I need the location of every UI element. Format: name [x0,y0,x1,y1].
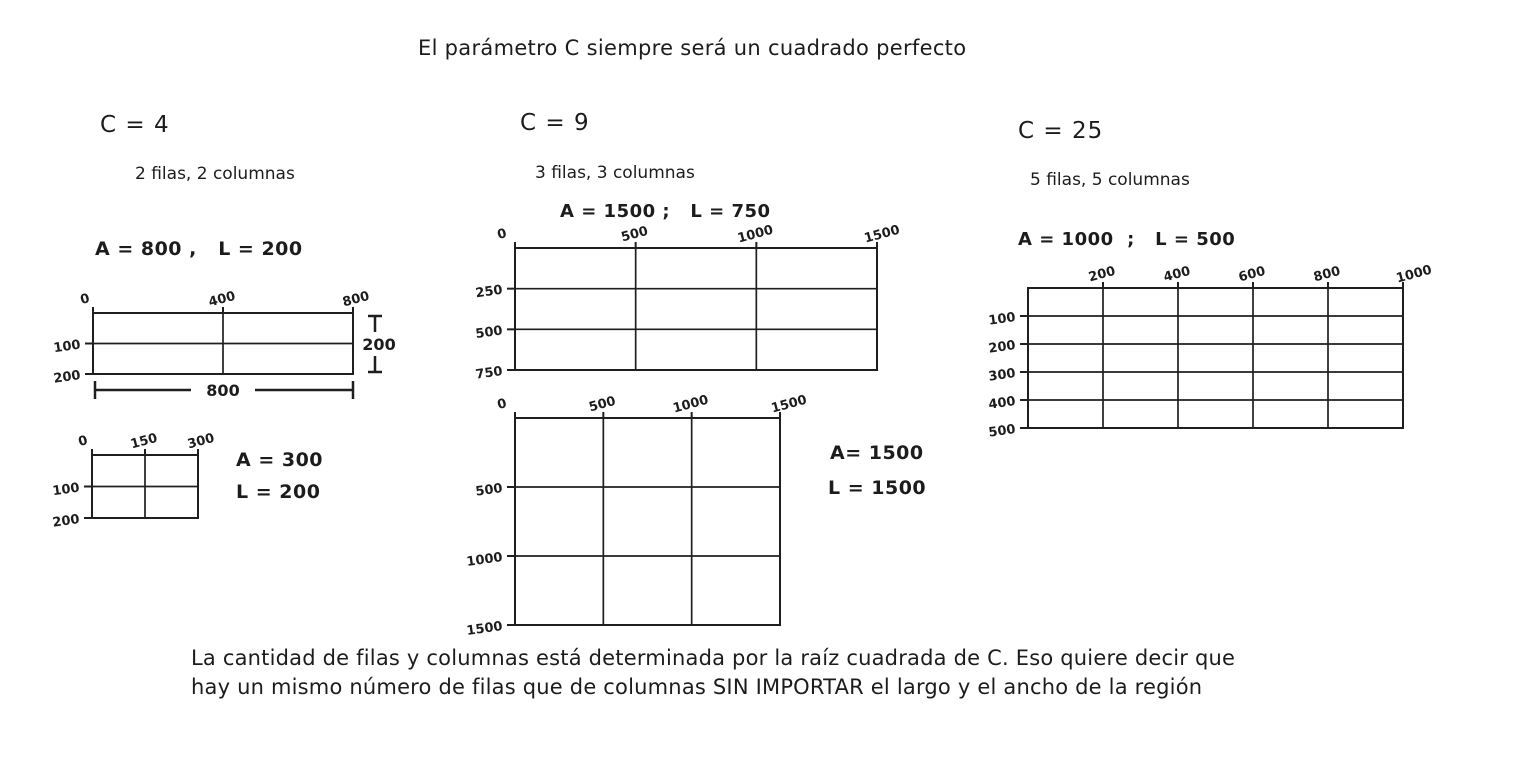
footer-note-line2: hay un mismo número de filas que de columnas SIN IMPORTAR el largo y el ancho de la región [191,675,1203,699]
grid-border [515,248,877,370]
section-c9-params: A = 1500 ; L = 750 [560,201,771,222]
c25-grid [973,258,1443,441]
y-tick-label: 1000 [465,550,504,571]
x-tick-label: 150 [129,430,160,453]
x-tick-label: 0 [495,226,509,244]
c9-square-length-label: L = 1500 [828,477,927,499]
y-tick-label: 200 [52,368,82,387]
x-tick-label: 500 [587,393,618,416]
section-c25-heading: C = 25 [1018,118,1104,144]
width-dimension-label: 800 [206,381,240,400]
c4-small-length-label: L = 200 [236,481,321,503]
page-title: El parámetro C siempre será un cuadrado perfecto [418,36,967,60]
grid-border [515,418,780,625]
c4-small-area-label: A = 300 [236,449,324,471]
y-tick-label: 400 [987,394,1017,413]
footer-note-line1: La cantidad de filas y columnas está determinada por la raíz cuadrada de C. Eso quiere decir que [191,646,1236,670]
y-tick-label: 500 [474,481,504,500]
x-tick-label: 1500 [769,392,809,417]
c9-wide-grid [468,222,908,382]
x-tick-label: 0 [78,291,92,309]
y-tick-label: 1500 [465,619,504,639]
c9-square-grid [455,392,809,639]
section-c9-subheading: 3 filas, 3 columnas [535,163,695,183]
y-tick-label: 200 [987,338,1017,357]
x-tick-label: 1000 [1394,262,1434,287]
x-tick-label: 800 [341,288,372,311]
grid-border [1028,288,1403,428]
section-c25-subheading: 5 filas, 5 columnas [1030,170,1190,190]
section-c4-subheading: 2 filas, 2 columnas [135,164,295,184]
x-tick-label: 1000 [736,222,775,247]
c9-square-area-label: A= 1500 [830,442,924,464]
x-tick-label: 400 [1162,263,1193,286]
x-tick-label: 300 [186,430,217,453]
y-tick-label: 250 [474,282,504,302]
x-tick-label: 400 [207,288,238,311]
section-c4-params: A = 800 , L = 200 [95,238,303,260]
x-tick-label: 200 [1087,263,1118,286]
x-tick-label: 800 [1312,263,1343,286]
x-tick-label: 600 [1237,263,1268,286]
c4-main-grid [52,282,403,407]
x-tick-label: 500 [619,223,650,246]
x-tick-label: 0 [495,396,509,414]
y-tick-label: 200 [51,512,81,531]
y-tick-label: 750 [474,364,504,383]
section-c9-heading: C = 9 [520,110,590,136]
x-tick-label: 1000 [671,392,711,417]
y-tick-label: 100 [987,310,1017,329]
y-tick-label: 500 [474,323,504,343]
y-tick-label: 500 [987,422,1017,441]
y-tick-label: 300 [987,366,1017,385]
section-c25-params: A = 1000 ; L = 500 [1018,229,1236,250]
y-tick-label: 100 [51,480,81,500]
c4-small-grid [51,424,270,531]
x-tick-label: 0 [76,433,90,451]
section-c4-heading: C = 4 [100,112,170,138]
x-tick-label: 1500 [862,222,902,247]
height-dimension-label: 200 [362,335,396,354]
y-tick-label: 100 [52,337,82,357]
